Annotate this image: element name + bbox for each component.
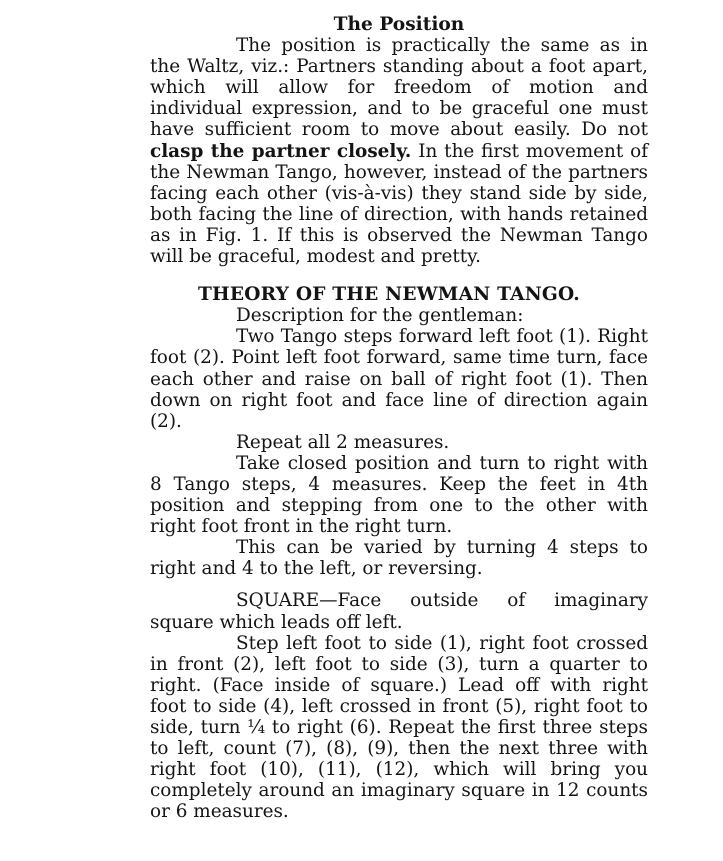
- theory-paragraph-4: This can be varied by turning 4 steps to right and 4 to the left, or reversing.: [150, 537, 648, 580]
- theory-paragraph-2: Repeat all 2 measures.: [236, 431, 450, 453]
- position-text-bold: clasp the partner closely.: [150, 140, 412, 162]
- position-paragraph: [150, 35, 648, 267]
- position-text-2: In the first movement of the Newman Tango, however, instead of the partners facing each other (vis-à-vis) they stand side by side, both facing the line of direction, with hands retained as in Fig. 1. If this is observed the Newman Tango will be graceful, modest and pretty.: [150, 140, 649, 268]
- section-heading-theory: THEORY OF THE NEWMAN TANGO.: [198, 284, 580, 306]
- document-page: [150, 14, 648, 822]
- theory-paragraph-square: SQUARE—Face outside of imaginary square which leads off left.: [150, 590, 648, 633]
- theory-paragraph-3: Take closed position and turn to right with 8 Tango steps, 4 measures. Keep the feet in 4th position and stepping from one to the other with right foot front in the right turn.: [150, 452, 648, 538]
- theory-paragraph-1: Two Tango steps forward left foot (1). Right foot (2). Point left foot forward, same time turn, face each other and raise on ball of right foot (1). Then down on right foot and face line of direction again (2).: [150, 326, 648, 432]
- theory-paragraph-steps: Step left foot to side (1), right foot crossed in front (2), left foot to side (3), turn a quarter to right. (Face inside of square.) Lead off with right foot to side (4), left crossed in front (5), right foot to side, turn ¼ to right (6). Repeat the first three steps to left, count (7), (8), (9), then the next three with right foot (10), (11), (12), which will bring you completely around an imaginary square in 12 counts or 6 measures.: [150, 632, 648, 823]
- section-heading-position: The Position: [333, 14, 465, 35]
- position-text-1: The position is practically the same as in the Waltz, viz.: Partners standing about a foot apart, which will allow for freedom of motion and individual expression, and to be graceful one must have sufficient room to move about easily. Do not: [150, 35, 648, 141]
- description-line: Description for the gentleman:: [236, 305, 524, 327]
